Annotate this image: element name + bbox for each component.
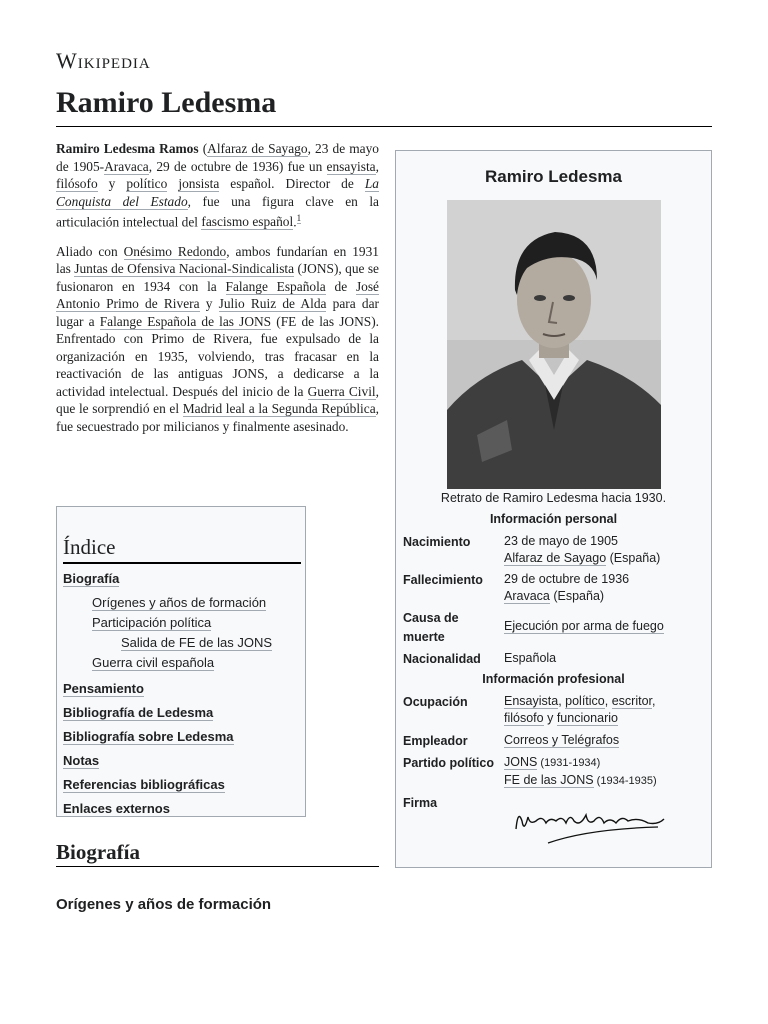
infobox-section-personal: Información personal	[489, 512, 618, 526]
infobox-value	[504, 732, 704, 749]
lead-paragraph-1: Ramiro Ledesma Ramos (Alfaraz de Sayago, 23 de mayo de 1905-Aravaca, 29 de octubre de 1936) fue un ensayista, filósofo y político jonsista español. Director de La Conquista del Estado, fue una figura clave en la articulación intelectual del fascismo español.$^1$	[56, 141, 379, 230]
title-divider	[56, 126, 712, 127]
link-politico[interactable]: político	[565, 694, 605, 708]
infobox-label: Partido político	[403, 756, 494, 770]
link-ejecucion[interactable]: Ejecución por arma de fuego	[504, 619, 664, 633]
link-guerra-civil[interactable]: Guerra Civil	[307, 383, 376, 399]
link-funcionario[interactable]: funcionario	[556, 711, 618, 725]
toc-item[interactable]: Bibliografía sobre Ledesma	[63, 729, 234, 744]
link-correos[interactable]: Correos y Telégrafos	[504, 733, 620, 747]
link-fascismo[interactable]: fascismo español	[201, 214, 294, 230]
link-conquista[interactable]: La Conquista del Estado	[56, 176, 379, 209]
link-madrid-leal[interactable]: Madrid leal a la Segunda República	[182, 401, 376, 417]
infobox-label: Causa de muerte	[403, 611, 459, 644]
infobox-label: Fallecimiento	[403, 573, 483, 587]
infobox-value: JONS (1931-1934) FE de las JONS (1934-1935)	[504, 755, 657, 787]
page-title: Ramiro Ledesma	[56, 86, 277, 119]
toc-item[interactable]: Salida de FE de las JONS	[121, 635, 273, 650]
link-falange[interactable]: Falange Española	[225, 278, 326, 294]
portrait-image[interactable]	[447, 200, 661, 489]
table-of-contents	[56, 506, 306, 817]
link-politico[interactable]: político	[126, 176, 168, 191]
subject-name: Ramiro Ledesma Ramos	[56, 141, 199, 156]
link-jons[interactable]: Juntas de Ofensiva Nacional-Sindicalista	[74, 261, 295, 277]
link-ensayista[interactable]: Ensayista	[504, 694, 559, 708]
link-fe-jons[interactable]: Falange Española de las JONS	[99, 313, 272, 329]
link-jonsista[interactable]: jonsista	[178, 176, 220, 191]
link-aravaca[interactable]: Aravaca	[104, 158, 149, 174]
link-jons[interactable]: JONS	[504, 755, 538, 769]
infobox-label: Ocupación	[403, 695, 468, 709]
toc-item[interactable]: Orígenes y años de formación	[92, 595, 267, 610]
toc-item[interactable]: Pensamiento	[63, 681, 144, 696]
lead-paragraph-2: Aliado con Onésimo Redondo, ambos fundarían en 1931 las Juntas de Ofensiva Nacional-Sindicalista (JONS), que se fusionaron en 1934 con la Falange Española de José Antonio Primo de Rivera y Julio Ruiz de Alda para dar lugar a Falange Española de las JONS (FE de las JONS). Enfrentado con Primo de Rivera, fue expulsado de la organización en 1935, volviendo, tras fracasar en la reactivación de las antiguas JONS, a dedicarse a la actividad intelectual. Después del inicio de la Guerra Civil, que le sorprendió en el Madrid leal a la Segunda República, fue secuestrado por milicianos y finalmente asesinado.	[56, 243, 380, 434]
wikipedia-wordmark[interactable]: Wikipedia	[56, 48, 151, 73]
link-filosofo[interactable]: filósofo	[56, 176, 98, 191]
link-fe-jons[interactable]: FE de las JONS	[504, 773, 594, 787]
signature-image[interactable]	[508, 799, 668, 849]
link-ruiz-de-alda[interactable]: Julio Ruiz de Alda	[218, 296, 327, 312]
infobox-value: Española	[504, 651, 557, 665]
infobox-label: Firma	[403, 796, 438, 810]
infobox-value: Ensayista, político, escritor, filósofo y funcionario	[504, 694, 656, 725]
section-heading-biografia: Biografía	[56, 840, 140, 864]
toc-item[interactable]: Guerra civil española	[92, 655, 215, 670]
link-escritor[interactable]: escritor	[611, 694, 653, 708]
subsection-heading-origenes: Orígenes y años de formación	[56, 896, 272, 913]
portrait-caption: Retrato de Ramiro Ledesma hacia 1930.	[440, 491, 667, 505]
toc-item[interactable]: Bibliografía de Ledesma	[63, 705, 214, 720]
infobox-label: Empleador	[403, 734, 468, 748]
toc-item[interactable]: Referencias bibliográficas	[63, 777, 225, 792]
section-divider	[56, 866, 379, 867]
infobox	[395, 150, 712, 868]
toc-divider	[63, 562, 301, 564]
toc-item[interactable]: Notas	[63, 753, 100, 768]
reference-1[interactable]: 1	[296, 213, 302, 223]
toc-title: Índice	[63, 535, 116, 559]
toc-item[interactable]: Participación política	[92, 615, 212, 630]
link-aravaca[interactable]: Aravaca	[504, 589, 550, 603]
lead-section	[56, 140, 379, 447]
infobox-title: Ramiro Ledesma	[485, 167, 622, 186]
infobox-section-professional: Información profesional	[482, 672, 625, 686]
infobox-value: 29 de octubre de 1936 Aravaca (España)	[504, 572, 630, 603]
infobox-label: Nacimiento	[403, 535, 471, 549]
link-filosofo[interactable]: filósofo	[504, 711, 544, 725]
link-alfaraz[interactable]: Alfaraz de Sayago	[504, 551, 607, 565]
link-ensayista[interactable]: ensayista	[326, 158, 376, 174]
infobox-label: Nacionalidad	[403, 652, 481, 666]
link-onesimo[interactable]: Onésimo Redondo	[123, 243, 227, 259]
toc-item[interactable]: Biografía	[63, 571, 120, 586]
infobox-value	[504, 618, 704, 635]
toc-item[interactable]: Enlaces externos	[63, 801, 170, 816]
portrait-drawing	[447, 200, 661, 489]
link-primo-de-rivera[interactable]: José Antonio Primo de Rivera	[56, 278, 379, 312]
link-alfaraz[interactable]: Alfaraz de Sayago	[207, 141, 308, 156]
infobox-value: 23 de mayo de 1905 Alfaraz de Sayago (España)	[504, 534, 661, 565]
